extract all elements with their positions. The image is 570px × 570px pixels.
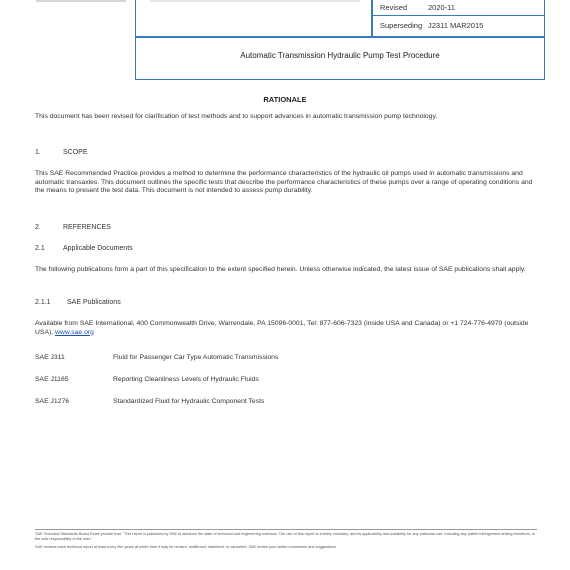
header-table (135, 0, 545, 80)
applicable-documents-text: The following publications form a part of this specification to the extent specified herein. Unless otherwise indicated, the latest issue of SAE publications shall apply. (35, 266, 526, 273)
section-title: SCOPE (63, 149, 88, 156)
sae-website-link[interactable]: www.sae.org (55, 328, 94, 336)
document-title: Automatic Transmission Hydraulic Pump Test Procedure (240, 51, 440, 60)
reference-item (35, 398, 264, 405)
revised-label: Revised (380, 3, 408, 12)
section-number: 2. (35, 224, 41, 231)
section-title: SAE Publications (67, 299, 121, 306)
document-header-fragment (36, 0, 126, 2)
reference-item (35, 376, 259, 383)
superseding-value: J2311 MAR2015 (428, 21, 484, 30)
sae-publications-heading (35, 299, 121, 306)
reference-item (35, 354, 278, 361)
rationale-text: This document has been revised for clarification of test methods and to support advances in automatic transmission pump technology. (35, 113, 438, 120)
scope-text: This SAE Recommended Practice provides a method to determine the performance characteristics of the hydraulic oil pumps used in automatic transmissions and automatic transaxles. This document outlines the specific tests that describe the performance characteristics of these pumps over a range of operating conditions and the means to present the test data. This document is not intended to assess pump durability. (35, 170, 533, 195)
footer-notice: SAE Technical Standards Board Rules provide that: "This report is published by SAE to advance the state of technical and engineering sciences. The use of this report is entirely voluntary, and its applicability and suitability for any particular use, including any patent infringement arising therefrom, is the sole responsibility of the user." (35, 532, 535, 541)
superseding-label: Superseding (380, 21, 423, 30)
reference-title: Standardized Fluid for Hydraulic Component Tests (113, 398, 265, 405)
reference-code: SAE J1165 (35, 376, 69, 383)
applicable-documents-heading (35, 245, 133, 252)
footer-divider (35, 529, 537, 530)
section-number: 2.1 (35, 245, 45, 252)
rationale-heading: RATIONALE (263, 95, 307, 104)
references-heading (35, 224, 111, 231)
section-number: 2.1.1 (35, 299, 51, 306)
reference-title: Reporting Cleanliness Levels of Hydraulic Fluids (113, 376, 259, 383)
footer-review-notice: SAE reviews each technical report at least every five years at which time it may be revised, reaffirmed, stabilized, or cancelled. SAE invites your written comments and suggestions. (35, 545, 337, 549)
sae-publications-text: Available from SAE International, 400 Commonwealth Drive, Warrendale, PA 15096-0001, Tel: 877-606-7323 (inside USA and Canada) or +1 724-776-4970 (outside USA), www.sae.org (35, 320, 529, 336)
section-title: Applicable Documents (63, 245, 133, 252)
reference-code: SAE J1276 (35, 398, 70, 405)
scope-heading (35, 149, 88, 156)
section-number: 1. (35, 149, 41, 156)
reference-code: SAE J311 (35, 354, 65, 361)
revised-value: 2020-11 (428, 3, 455, 12)
section-title: REFERENCES (63, 224, 111, 231)
reference-title: Fluid for Passenger Car Type Automatic Transmissions (113, 354, 279, 361)
